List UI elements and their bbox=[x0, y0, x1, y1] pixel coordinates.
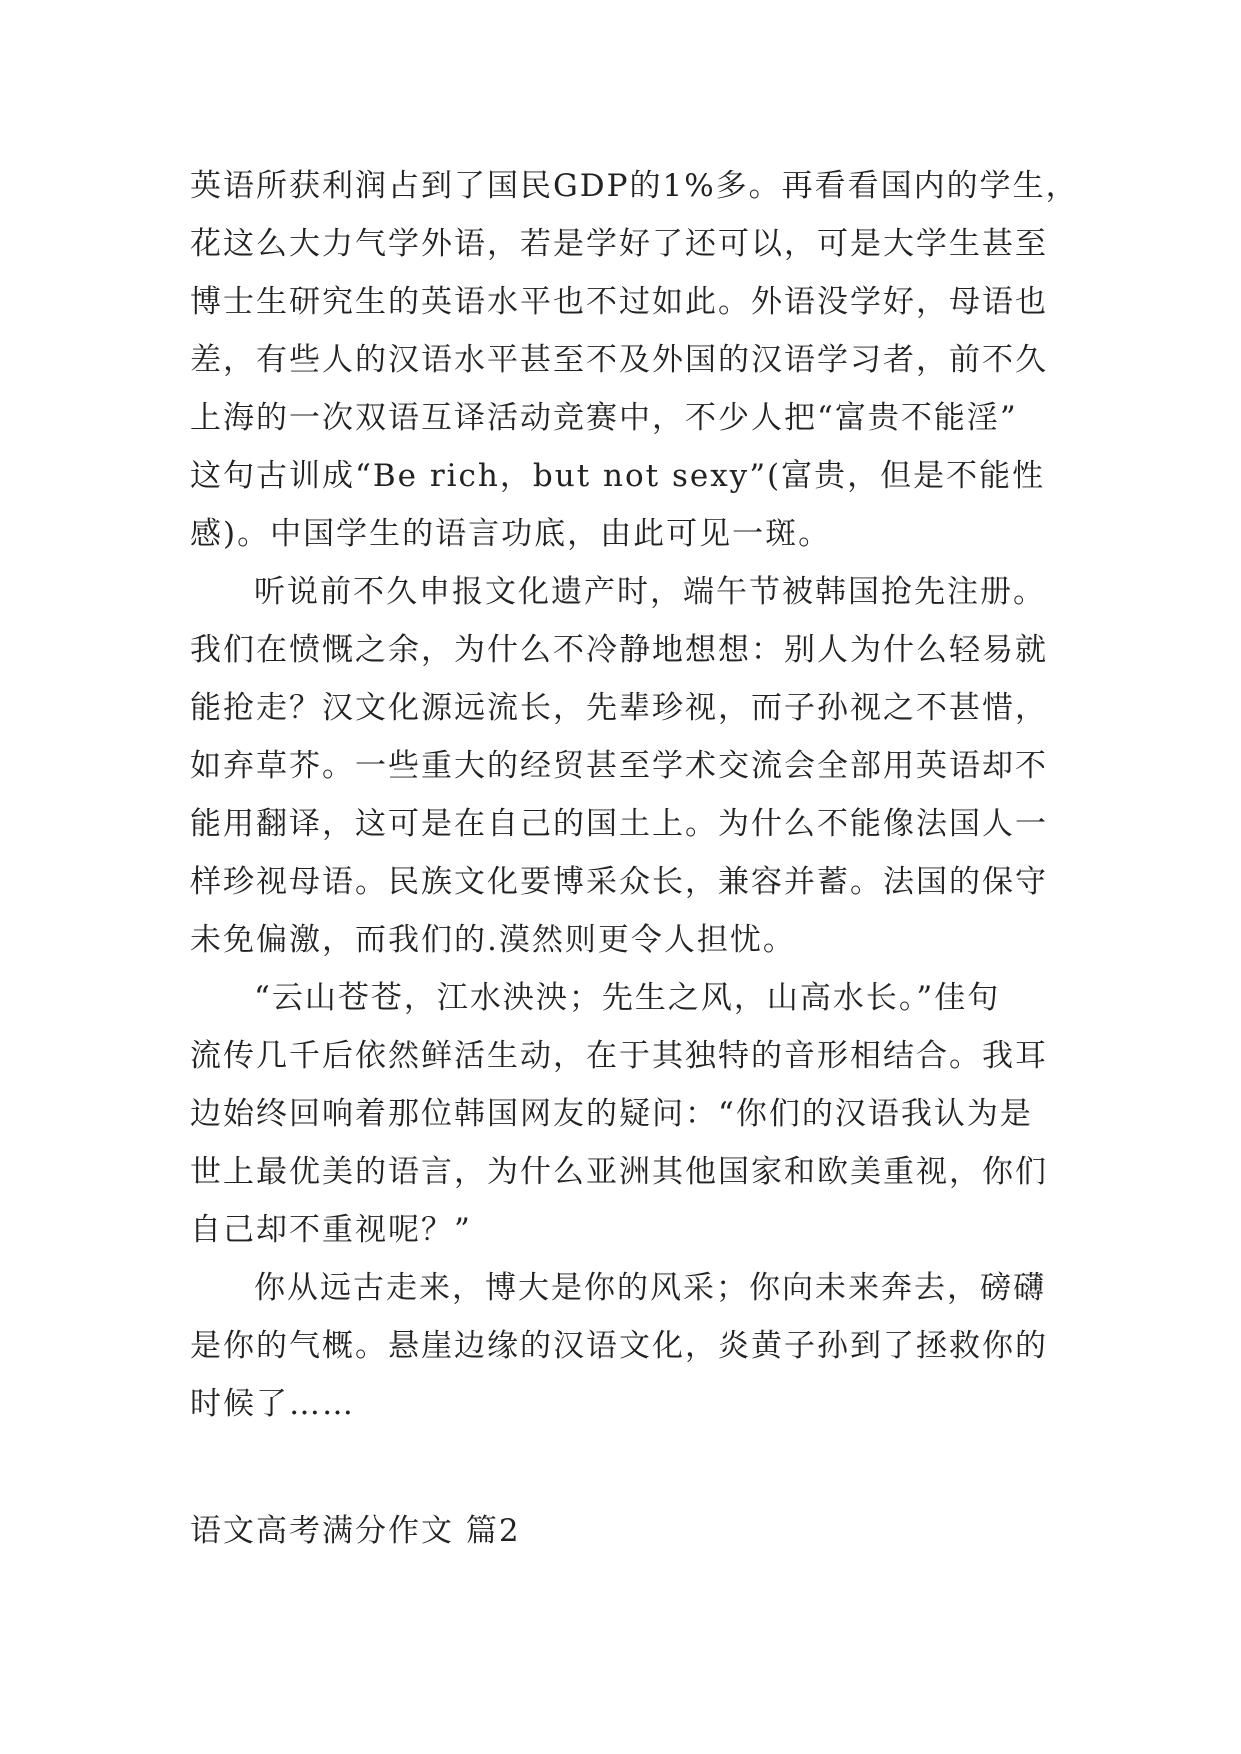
paragraph-line: 我们在愤慨之余，为什么不冷静地想想：别人为什么轻易就 bbox=[190, 632, 1048, 668]
paragraph-line: 边始终回响着那位韩国网友的疑问：“你们的汉语我认为是 bbox=[190, 1096, 1033, 1132]
paragraph-line: 上海的一次双语互译活动竞赛中，不少人把“富贵不能淫” bbox=[190, 400, 1018, 436]
paragraph-line: 样珍视母语。民族文化要博采众长，兼容并蓄。法国的保守 bbox=[190, 864, 1048, 900]
paragraph-line: 自己却不重视呢？” bbox=[190, 1212, 472, 1248]
paragraph-line: 听说前不久申报文化遗产时，端午节被韩国抢先注册。 bbox=[254, 574, 1046, 610]
paragraph-line: 这句古训成“Be rich，but not sexy”(富贵，但是不能性 bbox=[190, 458, 1046, 494]
paragraph-line: 你从远古走来，博大是你的风采；你向未来奔去，磅礴 bbox=[254, 1270, 1046, 1306]
paragraph-line: 差，有些人的汉语水平甚至不及外国的汉语学习者，前不久 bbox=[190, 342, 1048, 378]
paragraph-line: 花这么大力气学外语，若是学好了还可以，可是大学生甚至 bbox=[190, 226, 1048, 262]
paragraph-line: 英语所获利润占到了国民GDP的1%多。再看看国内的学生， bbox=[190, 168, 1079, 204]
paragraph-line: 世上最优美的语言，为什么亚洲其他国家和欧美重视，你们 bbox=[190, 1154, 1048, 1190]
section-heading: 语文高考满分作文 篇2 bbox=[190, 1513, 521, 1549]
paragraph-line: 未免偏激，而我们的.漠然则更令人担忧。 bbox=[190, 922, 796, 958]
essay-body bbox=[190, 157, 1079, 1433]
paragraph-line: 如弃草芥。一些重大的经贸甚至学术交流会全部用英语却不 bbox=[190, 748, 1048, 784]
paragraph-line: “云山苍苍，江水泱泱；先生之风，山高水长。”佳句 bbox=[254, 980, 1001, 1016]
paragraph-line: 感)。中国学生的语言功底，由此可见一斑。 bbox=[190, 516, 832, 552]
paragraph-line: 能抢走？汉文化源远流长，先辈珍视，而子孙视之不甚惜， bbox=[190, 690, 1048, 726]
paragraph-line: 能用翻译，这可是在自己的国土上。为什么不能像法国人一 bbox=[190, 806, 1048, 842]
paragraph-line: 博士生研究生的英语水平也不过如此。外语没学好，母语也 bbox=[190, 284, 1048, 320]
paragraph-line: 时候了…… bbox=[190, 1386, 355, 1422]
paragraph-line: 是你的气概。悬崖边缘的汉语文化，炎黄子孙到了拯救你的 bbox=[190, 1328, 1048, 1364]
paragraph-line: 流传几千后依然鲜活生动，在于其独特的音形相结合。我耳 bbox=[190, 1038, 1048, 1074]
